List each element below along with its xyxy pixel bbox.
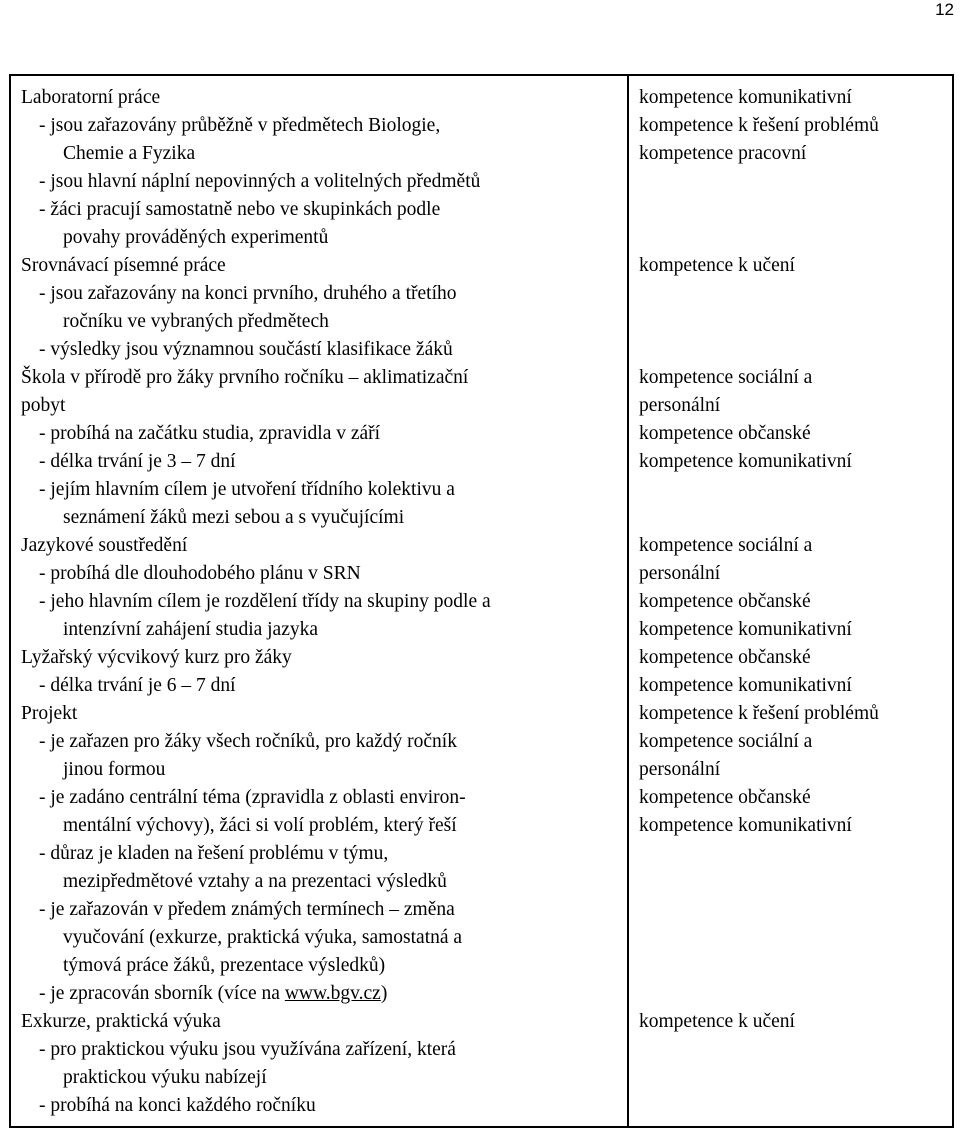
competence: kompetence komunikativní [639,451,852,472]
list-item: - žáci pracují samostatně nebo ve skupinkách podle [39,199,441,220]
competence: personální [639,759,721,780]
competence: kompetence občanské [639,647,811,668]
activities-table [9,74,954,1128]
list-item: - probíhá dle dlouhodobého plánu v SRN [39,563,361,584]
list-item: - jejím hlavním cílem je utvoření třídního kolektivu a [39,479,455,500]
list-item-text: - je zpracován sborník (více na [39,983,285,1004]
competence: kompetence sociální a [639,731,813,752]
list-item-continuation: jinou formou [63,759,166,780]
list-item-continuation: intenzívní zahájení studia jazyka [63,619,319,640]
list-item: - je zařazen pro žáky všech ročníků, pro každý ročník [39,731,457,752]
list-item: - probíhá na konci každého ročníku [39,1095,316,1116]
list-item: - délka trvání je 3 – 7 dní [39,451,236,472]
competence: personální [639,395,721,416]
row-title: Lyžařský výcvikový kurz pro žáky [21,647,292,668]
list-item-text: ) [380,983,388,1004]
competence: kompetence k učení [639,1011,795,1032]
website-link[interactable]: www.bgv.cz [284,983,381,1004]
row-title: Jazykové soustředění [21,535,188,556]
list-item-continuation: seznámení žáků mezi sebou a s vyučujícími [63,507,405,528]
list-item-continuation: vyučování (exkurze, praktická výuka, samostatná a [63,927,463,948]
list-item: - je zařazován v předem známých termínech – změna [39,899,455,920]
competence: kompetence k učení [639,255,795,276]
page-number: 12 [935,0,954,19]
list-item-continuation: mezipředmětové vztahy a na prezentaci výsledků [63,871,447,892]
column-divider [627,76,629,1126]
list-item: - jsou zařazovány průběžně v předmětech Biologie, [39,115,441,136]
list-item: - jsou hlavní náplní nepovinných a volitelných předmětů [39,171,481,192]
row-title: Laboratorní práce [21,87,161,108]
competence: kompetence komunikativní [639,815,852,836]
competence: kompetence komunikativní [639,619,852,640]
competence: kompetence k řešení problémů [639,115,879,136]
competence: kompetence občanské [639,787,811,808]
list-item: - probíhá na začátku studia, zpravidla v září [39,423,381,444]
competence: kompetence občanské [639,591,811,612]
competence: kompetence sociální a [639,535,813,556]
list-item-continuation: týmová práce žáků, prezentace výsledků) [63,955,386,976]
list-item: - délka trvání je 6 – 7 dní [39,675,236,696]
competence: kompetence k řešení problémů [639,703,879,724]
competence: kompetence komunikativní [639,675,852,696]
competence: kompetence sociální a [639,367,813,388]
list-item-continuation: ročníku ve vybraných předmětech [63,311,329,332]
row-title: Exkurze, praktická výuka [21,1011,221,1032]
row-title: Srovnávací písemné práce [21,255,226,276]
list-item [39,980,387,1008]
list-item: - důraz je kladen na řešení problému v týmu, [39,843,389,864]
list-item: - jsou zařazovány na konci prvního, druhého a třetího [39,283,457,304]
competence: personální [639,563,721,584]
row-title-continuation: pobyt [21,395,66,416]
list-item: - je zadáno centrální téma (zpravidla z oblasti environ- [39,787,466,808]
list-item-continuation: praktickou výuku nabízejí [63,1067,267,1088]
list-item-continuation: Chemie a Fyzika [63,143,196,164]
row-title: Škola v přírodě pro žáky prvního ročníku – aklimatizační [21,367,469,388]
competence: kompetence občanské [639,423,811,444]
list-item: - výsledky jsou významnou součástí klasifikace žáků [39,339,453,360]
list-item-continuation: mentální výchovy), žáci si volí problém, který řeší [63,815,457,836]
list-item-continuation: povahy prováděných experimentů [63,227,329,248]
list-item: - jeho hlavním cílem je rozdělení třídy na skupiny podle a [39,591,491,612]
list-item: - pro praktickou výuku jsou využívána zařízení, která [39,1039,456,1060]
competence: kompetence pracovní [639,143,807,164]
row-title: Projekt [21,703,78,724]
competence: kompetence komunikativní [639,87,852,108]
